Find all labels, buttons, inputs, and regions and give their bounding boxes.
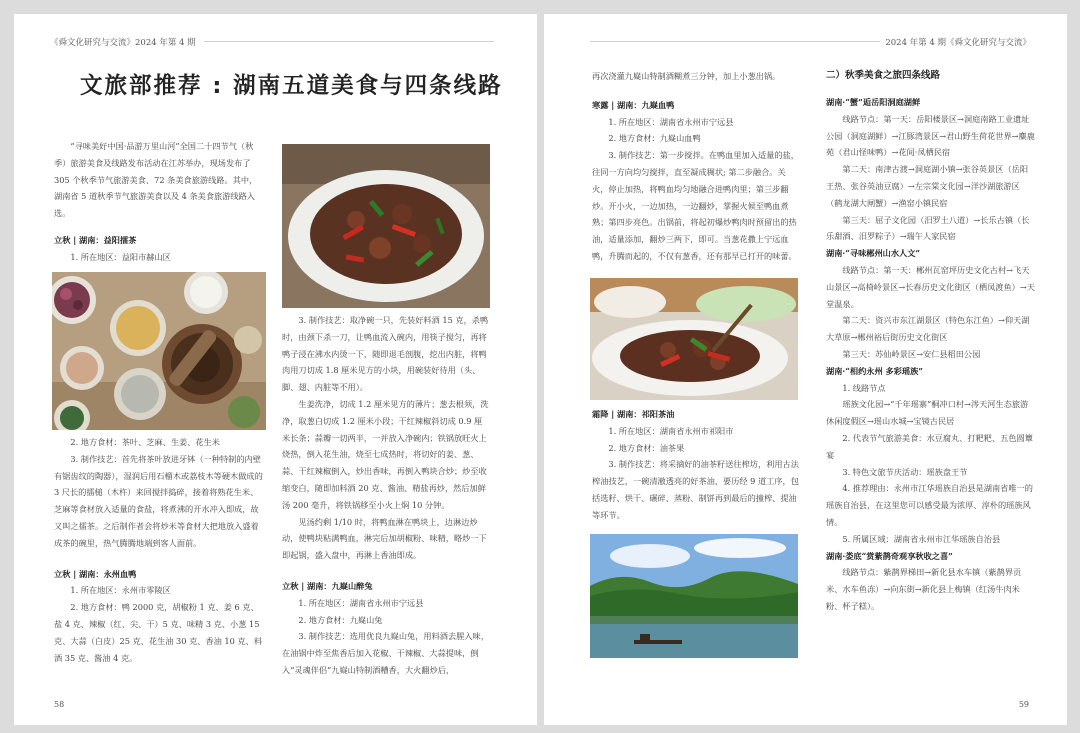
column-4: [826, 68, 1036, 615]
stir-fried-duck-photo: [282, 144, 490, 308]
dish-heading-yongzhou-duck: 立秋 | 湖南：永州血鸭: [54, 568, 137, 579]
route-item: 线路节点：紫鹊界梯田→新化县水车镇（紫鹊界贡米、水车鱼冻）→向东街→新化县上梅镇（红汤牛肉米粉、杯子糕）。: [826, 567, 1022, 611]
article-title: 文旅部推荐 : 湖南五道美食与四条线路: [80, 73, 503, 99]
left-page: [14, 14, 537, 725]
column-3-top: [592, 68, 800, 265]
dish-heading-jiuyi-duck: 寒露 | 湖南：九嶷血鸭: [592, 99, 675, 110]
intro-paragraph: “寻味美好中国·品游万里山河”全国二十四节气（秋季）旅游美食及线路发布活动在江苏举办，现场发布了 305 个秋季节气旅游美食、72 条美食旅游线路。其中，湖南省 5 道秋季节气旅游美食以及 4 条美食旅游线路入选。: [54, 141, 258, 219]
section-heading-routes: 二）秋季美食之旅四条线路: [826, 70, 941, 81]
route-heading-chenzhou: 湖南·“寻味郴州山水人文”: [826, 248, 921, 259]
dish-region: 1. 所在地区：永州市零陵区: [70, 585, 171, 596]
dish-ingredients: 2. 地方食材：油茶果: [608, 442, 685, 453]
right-page: [544, 14, 1067, 725]
route-day-1: 线路节点：第一天：岳阳楼景区→洞庭南路工业遗址公园（洞庭湖鲜）→江豚湾景区→君山野生荷花世界→麋鹿苑（君山怪味鸭）→花间·凤栖民宿: [826, 113, 1035, 158]
route-day-1: 线路节点：第一天：郴州瓦窑坪历史文化古村→飞天山景区→高椅岭景区→长春历史文化街区（栖凤渡鱼）→天堂温泉。: [826, 264, 1035, 309]
column-1-top: [54, 138, 264, 266]
route-item: 3. 特色文旅节庆活动：瑶族盘王节: [842, 466, 968, 477]
dish-heading-jiuyi-rabbit: 立秋 | 湖南：九嶷山醉兔: [282, 580, 373, 591]
dish-region: 1. 所在地区：湖南省永州市宁远县: [608, 116, 734, 127]
dish-technique: 3. 制作技艺：第一步搅拌。在鸭血里加入适量的盐，往同一方向均匀搅拌，直至凝成稠状; 第二步融合。关火，停止加热，将鸭血均匀地融合进鸭肉里；第三步翻炒。开小火，一边加热，一边翻炒，掌握火候至鸭血煮熟；第四步亮色。出锅前，将起初爆炒鸭肉时预留出的热油，适量添加，翻炒三两下，即可。当葱花撒上宁远血鸭，升腾而起的，不仅有葱香，还有那早已打开的味蕾。: [592, 150, 799, 261]
spices-and-mortar-photo: [52, 272, 266, 430]
route-heading-yueyang: 湖南·“蟹”逅岳阳洞庭湖鲜: [826, 97, 921, 107]
river-landscape-photo: [590, 534, 798, 658]
duck-technique-2: 生姜洗净，切成 1.2 厘米见方的薄片；葱去根须，洗净，取葱白切成 1.2 厘米小段；干红辣椒斜切成 0.9 厘米长条；蒜瓣一切两半，一并放入净碗内；铁锅放旺火上烧热，倒入花生油，烧至七成热时，将切好的姜、葱、蒜、干红辣椒倒入，炒出香味，再倒入鸭块合炒；炒至收缩变白，随即加料酒 20 克、酱油、精盐再炒，然后加鲜汤 200 毫升，将铁锅移至小火上焖 10 分钟。: [282, 398, 489, 510]
dish-technique: 3. 制作技艺：将采摘好的油茶籽送往榨坊，利用古法榨油技艺，一碗清澈透亮的好茶油，要历经 9 道工序，包括选籽、烘干、碾碎、蒸粉、制饼再到最后的撞榨、提油等环节。: [592, 459, 799, 520]
route-item: 5. 所属区域：湖南省永州市江华瑶族自治县: [842, 533, 1001, 544]
route-item: 2. 代表节气旅游美食：水豆腐丸、打粑粑、五色圆簟宴: [826, 432, 1033, 460]
route-item: 1. 线路节点: [842, 382, 886, 393]
route-day-3: 第三天：苏仙岭景区→安仁县稻田公园: [842, 348, 981, 359]
column-1-bottom: [54, 434, 264, 666]
dish-ingredients: 2. 地方食材：九嶷山兔: [298, 614, 383, 625]
page-number-right: 59: [1018, 700, 1029, 709]
page-number-left: 58: [54, 700, 65, 709]
dish-ingredients: 2. 地方食材：茶叶、芝麻、生姜、花生米: [70, 437, 220, 447]
dish-region: 1. 所在地区：湖南省永州市祁阳市: [608, 425, 734, 436]
dish-ingredients: 2. 地方食材：鸭 2000 克，胡椒粉 1 克、姜 6 克、盐 4 克、辣椒（红、尖、干）5 克、味精 3 克、小葱 15 克、大蒜（白皮）25 克、花生油 30 克、香油 10 克、料酒 35 克、酱油 4 克。: [54, 602, 263, 663]
route-item: 瑶族文化园→“千年瑶寨”桐冲口村→涔天河生态旅游休闲度假区→瑶山水城→宝镜古民居: [826, 399, 1029, 427]
running-header-left: 《舜文化研究与交流》2024 年第 4 期: [50, 38, 196, 48]
dish-heading-qiyang-oil: 霜降 | 湖南：祁阳茶油: [592, 409, 675, 419]
column-3-bottom: [592, 406, 800, 524]
column-2: [282, 312, 490, 679]
rabbit-technique-cont: 再次浇灌九嶷山特制酒糊煮三分钟，加上小葱出锅。: [592, 71, 781, 81]
dish-ingredients: 2. 地方食材：九嶷山血鸭: [608, 133, 701, 144]
route-day-2: 第二天：资兴市东江湖景区（特色东江鱼）→仰天湖大草原→郴州裕后街历史文化街区: [826, 315, 1030, 343]
dish-region: 1. 所在地区：湖南省永州市宁远县: [298, 597, 424, 608]
dish-heading-yiyang-tea: 立秋 | 湖南：益阳擂茶: [54, 234, 137, 245]
dish-technique: 3. 制作技艺：首先将茶叶放进牙钵（一种特制的内壁有锯齿纹的陶器），湿润后用石榴木或荔枝木等硬木做成的 3 尺长的擂槌（木杵）来回搅拌捣碎，接着将熟花生米、芝麻等食材放入适量的食盐，将煮沸的开水冲入即成，故又叫之擂茶。之后制作者会将炒米等食材大把地放入盛着成茶的碗里，热气腾腾地端到客人面前。: [54, 453, 263, 548]
route-heading-yongzhou: 湖南·“相约永州 多彩瑶族”: [826, 365, 923, 376]
duck-dish-photo: [590, 278, 798, 400]
duck-technique-3: 见汤约剩 1/10 时，将鸭血淋在鸭块上，边淋边炒动，使鸭块粘满鸭血，淋完后加胡椒粉、味精，略炒一下即起锅，盛入盘中，再淋上香油即成。: [282, 516, 487, 561]
dish-technique: 3. 制作技艺：选用优良九嶷山兔，用料酒去腥入味，在油锅中炸至焦香后加入花椒、干辣椒、大蒜提味，倒入“灵魂伴侣”九嶷山特制酒糟香，大火翻炒后，: [282, 631, 489, 675]
running-header-right: 2024 年第 4 期《舜文化研究与交流》: [885, 38, 1031, 48]
duck-technique-1: 3. 制作技艺：取净碗一只，先装好料酒 15 克，杀鸭时，由颈下杀一刀，让鸭血流入碗内，用筷子搅匀，再将鸭子浸在沸水内烫一下，随即退毛剖腹，挖出内脏，将鸭肉用刀切成 1.8 厘米见方的小块，用碗装好待用（头、脚、翅、内脏等不用）。: [282, 315, 489, 393]
route-day-2: 第二天：南津古渡→洞庭湖小镇→张谷英景区（岳阳王热、张谷英油豆腐）→左宗棠文化园→洋沙湖旅游区（鹤龙湖大闸蟹）→渔窑小镇民宿: [826, 164, 1029, 208]
route-heading-loudi: 湖南·娄底“赏紫鹊奇观享秋收之喜”: [826, 550, 953, 561]
header-rule-right: [590, 41, 880, 42]
route-item: 4. 推荐理由：永州市江华瑶族自治县是湖南省唯一的瑶族自治县，在这里您可以感受最为浓厚、淳朴的瑶族风情。: [826, 483, 1033, 527]
dish-region: 1. 所在地区：益阳市赫山区: [70, 251, 171, 262]
header-rule-left: [204, 41, 494, 42]
route-day-3: 第三天：屈子文化园（汨罗土八道）→长乐古镇（长乐甜酒、汨罗粽子）→瑞午人家民宿: [826, 214, 1030, 242]
